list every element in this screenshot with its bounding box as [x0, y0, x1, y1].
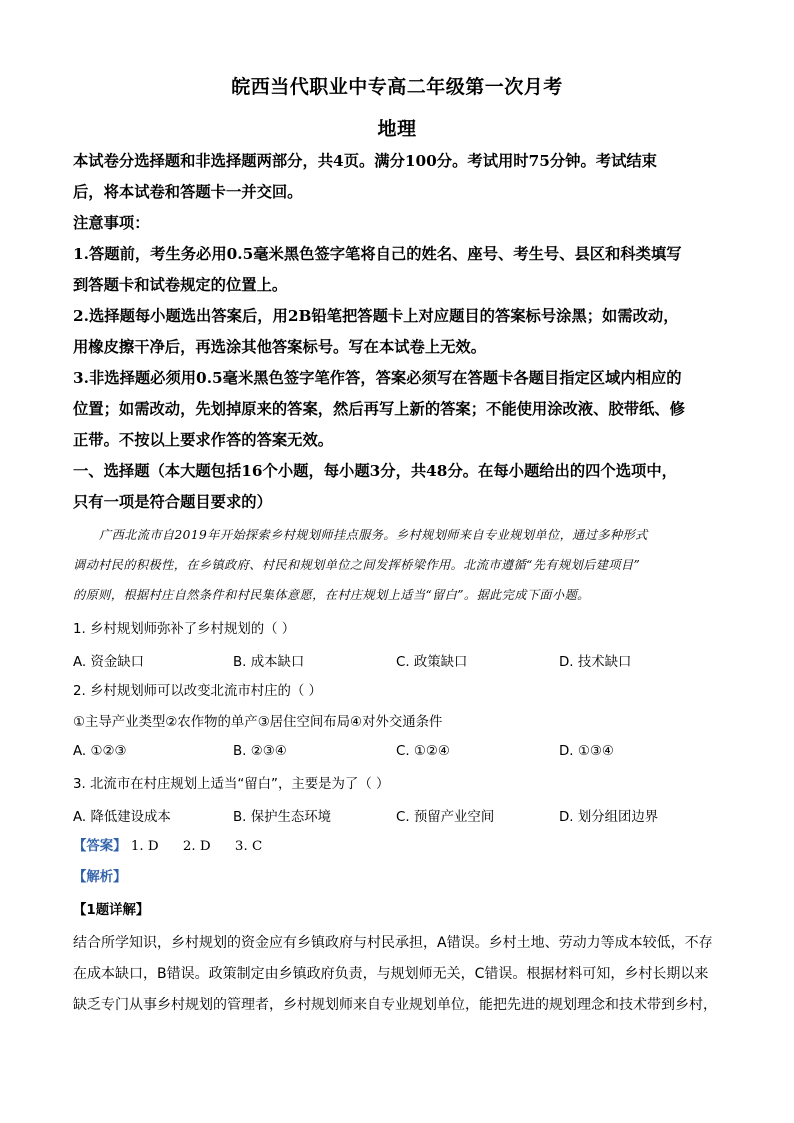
note-item: 位置；如需改动，先划掉原来的答案，然后再写上新的答案；不能使用涂改液、胶带纸、修 — [73, 400, 685, 418]
analysis-line — [73, 868, 719, 888]
note-item: 2.选择题每小题选出答案后，用2B铅笔把答题卡上对应题目的答案标号涂黑；如需改动， — [73, 307, 679, 325]
option-b: B. 成本缺口 — [233, 655, 305, 670]
reading-passage — [73, 520, 719, 610]
question-3-options — [73, 806, 719, 826]
option-c: C. ①②④ — [396, 744, 450, 759]
answer-label: 【答案】 — [73, 839, 127, 854]
answer-1: 1. D — [130, 839, 159, 854]
intro-line: 本试卷分选择题和非选择题两部分，共4页。满分100分。考试用时75分钟。考试结束 — [73, 152, 657, 170]
option-d: D. 技术缺口 — [559, 655, 632, 670]
analysis-label: 【解析】 — [73, 870, 127, 885]
note-item: 正带。不按以上要求作答的答案无效。 — [73, 431, 334, 449]
passage-line: 广西北流市自2019年开始探索乡村规划师挂点服务。乡村规划师来自专业规划单位，通过多种形式 — [99, 528, 648, 542]
subject-title: 地理 — [377, 118, 417, 140]
option-d: D. 划分组团边界 — [559, 810, 659, 825]
option-d: D. ①③④ — [559, 744, 614, 759]
passage-line: 的原则，根据村庄自然条件和村民集体意愿，在村庄规划上适当“留白”。据此完成下面小题。 — [73, 588, 590, 602]
detail-heading: 【1题详解】 — [73, 903, 150, 918]
explanation-line: 缺乏专门从事乡村规划的管理者，乡村规划师来自专业规划单位，能把先进的规划理念和技术带到乡村， — [73, 997, 717, 1013]
question-1-options — [73, 651, 719, 671]
question-1-stem: 1. 乡村规划师弥补了乡村规划的（ ） — [73, 622, 296, 637]
option-b: B. 保护生态环境 — [233, 810, 332, 825]
explanation-line: 结合所学知识，乡村规划的资金应有乡镇政府与村民承担，A错误。乡村土地、劳动力等成本较低，不存 — [73, 935, 713, 951]
question-3-stem: 3. 北流市在村庄规划上适当“留白”，主要是为了（ ） — [73, 777, 390, 792]
explanation-line: 在成本缺口，B错误。政策制定由乡镇政府负责，与规划师无关，C错误。根据材料可知，乡村长期以来 — [73, 966, 709, 982]
notes-heading: 注意事项： — [73, 214, 150, 232]
option-b: B. ②③④ — [233, 744, 287, 759]
option-c: C. 预留产业空间 — [396, 810, 495, 825]
option-c: C. 政策缺口 — [396, 655, 468, 670]
note-item: 到答题卡和试卷规定的位置上。 — [73, 276, 288, 294]
option-a: A. 降低建设成本 — [73, 810, 171, 825]
note-item: 3.非选择题必须用0.5毫米黑色签字笔作答，答案必须写在答题卡各题目指定区域内相应的 — [73, 369, 682, 387]
answer-3: 3. C — [234, 839, 263, 854]
explanation-text — [73, 928, 719, 1021]
exam-title: 皖西当代职业中专高二年级第一次月考 — [231, 76, 563, 98]
section-heading: 一、选择题（本大题包括16个小题，每小题3分，共48分。在每小题给出的四个选项中， — [73, 462, 677, 480]
intro-line: 后，将本试卷和答题卡一并交回。 — [73, 183, 303, 201]
option-a: A. ①②③ — [73, 744, 127, 759]
passage-line: 调动村民的积极性，在乡镇政府、村民和规划单位之间发挥桥梁作用。北流市遵循“先有规划后建项目” — [73, 558, 641, 572]
question-2-options — [73, 744, 719, 764]
note-item: 1.答题前，考生务必用0.5毫米黑色签字笔将自己的姓名、座号、考生号、县区和科类填写 — [73, 245, 682, 263]
answer-2: 2. D — [182, 839, 211, 854]
option-a: A. 资金缺口 — [73, 655, 144, 670]
note-item: 用橡皮擦干净后，再选涂其他答案标号。写在本试卷上无效。 — [73, 338, 487, 356]
question-2-stem: 2. 乡村规划师可以改变北流市村庄的（ ） — [73, 684, 322, 699]
answer-line — [73, 837, 719, 857]
section-heading: 只有一项是符合题目要求的） — [73, 493, 272, 511]
exam-instructions — [73, 146, 719, 518]
question-2-items: ①主导产业类型②农作物的单产③居住空间布局④对外交通条件 — [73, 715, 443, 730]
